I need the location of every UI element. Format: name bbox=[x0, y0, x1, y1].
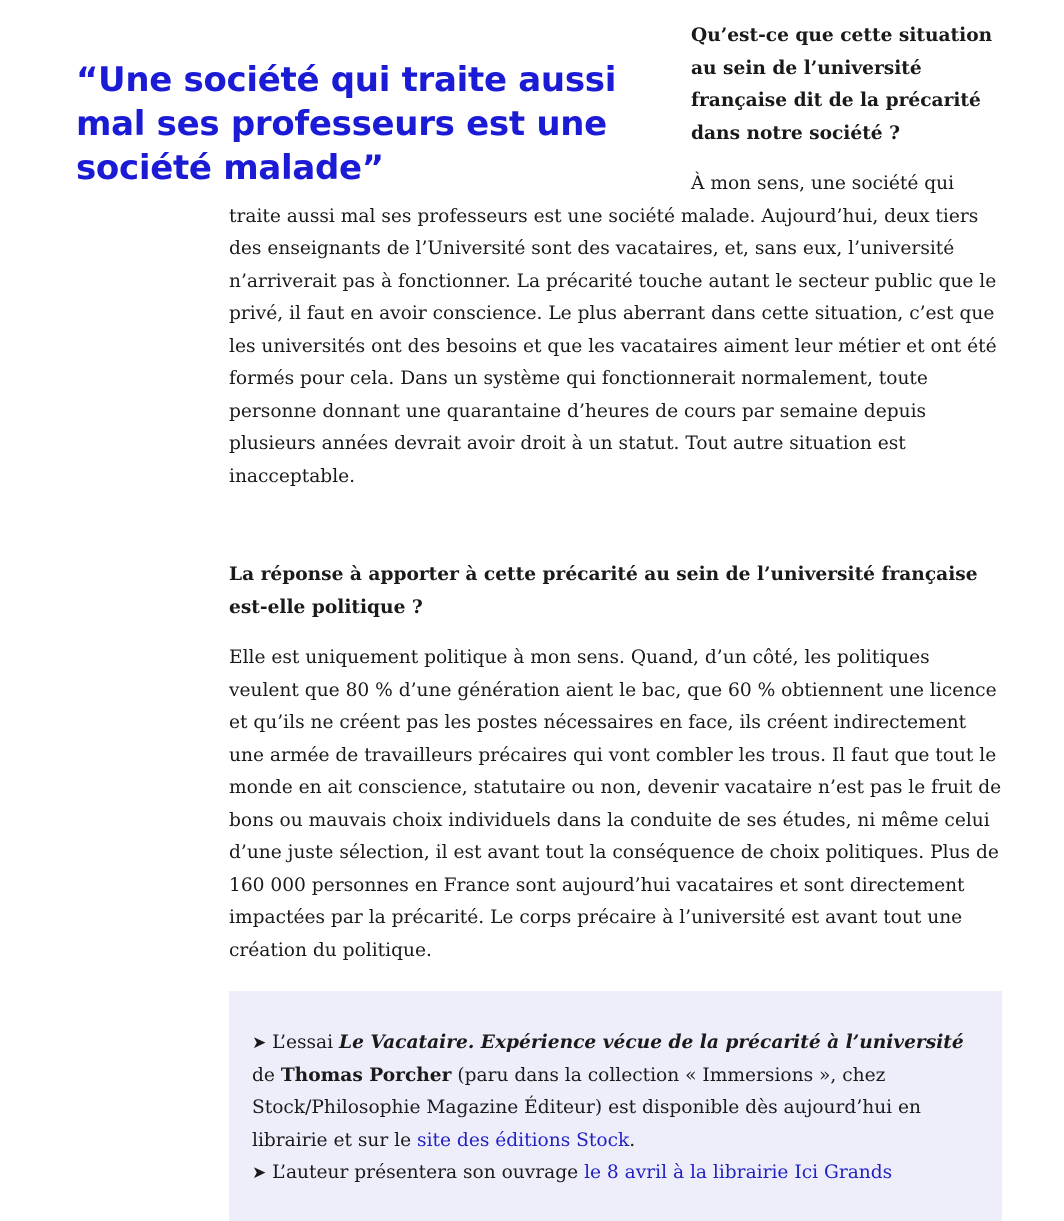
question-1: Qu’est-ce que cette situation au sein de l’université française dit de la précarité dans notre société ? bbox=[691, 25, 993, 144]
book-note-end: . bbox=[629, 1129, 636, 1151]
answer-1: À mon sens, une société qui traite aussi mal ses professeurs est une société malade. Aujourd’hui, deux tiers des enseignants de l’Université sont des vacataires, et, sans eux, l’université n’arriverait pas à fonctionner. La précarité touche autant le secteur public que le privé, il faut en avoir conscience. Le plus aberrant dans cette situation, c’est que les universités ont des besoins et que les vacataires aiment leur métier et ont été formés pour cela. Dans un système qui fonctionnerait normalement, toute personne donnant une quarantaine d’heures de cours par semaine depuis plusieurs années devrait avoir droit à un statut. Tout autre situation est inacceptable. bbox=[229, 173, 997, 487]
pull-quote-spacer bbox=[229, 20, 691, 184]
question-2: La réponse à apporter à cette précarité au sein de l’université française est-elle politique ? bbox=[229, 564, 978, 618]
author-event-note bbox=[252, 1157, 978, 1190]
bookstore-event-link[interactable]: le 8 avril à la librairie Ici Grands bbox=[584, 1162, 893, 1183]
book-availability-note bbox=[252, 1027, 978, 1157]
answer-2: Elle est uniquement politique à mon sens. Quand, d’un côté, les politiques veulent que 80 % d’une génération aient le bac, que 60 % obtiennent une licence et qu’ils ne créent pas les postes nécessaires en face, ils créent indirectement une armée de travailleurs précaires qui vont combler les trous. Il faut que tout le monde en ait conscience, statutaire ou non, devenir vacataire n’est pas le fruit de bons ou mauvais choix individuels dans la conduite de ses études, ni même celui d’une juste sélection, il est avant tout la conséquence de choix politiques. Plus de 160 000 personnes en France sont aujourd’hui vacataires et sont directement impactées par la précarité. Le corps précaire à l’université est avant tout une création du politique. bbox=[229, 647, 1002, 961]
event-note-prefix: L’auteur présentera son ouvrage bbox=[272, 1162, 579, 1183]
book-title: Le Vacataire. Expérience vécue de la précarité à l’université bbox=[339, 1032, 964, 1053]
arrow-bullet-icon: ➤ bbox=[252, 1033, 267, 1053]
book-info-box bbox=[229, 991, 1002, 1221]
book-note-de: de bbox=[252, 1064, 275, 1086]
book-note-prefix: L’essai bbox=[272, 1032, 334, 1053]
pull-quote: “Une société qui traite aussi mal ses professeurs est une société malade” bbox=[76, 60, 617, 188]
stock-site-link[interactable]: site des éditions Stock bbox=[417, 1129, 630, 1151]
article-body bbox=[229, 20, 1004, 967]
book-note-rest: (paru dans la collection « Immersions », chez Stock/Philosophie Magazine Éditeur) est disponible dès aujourd’hui en librairie et sur le bbox=[252, 1064, 922, 1151]
arrow-bullet-icon: ➤ bbox=[252, 1163, 267, 1183]
author-name: Thomas Porcher bbox=[280, 1064, 452, 1086]
